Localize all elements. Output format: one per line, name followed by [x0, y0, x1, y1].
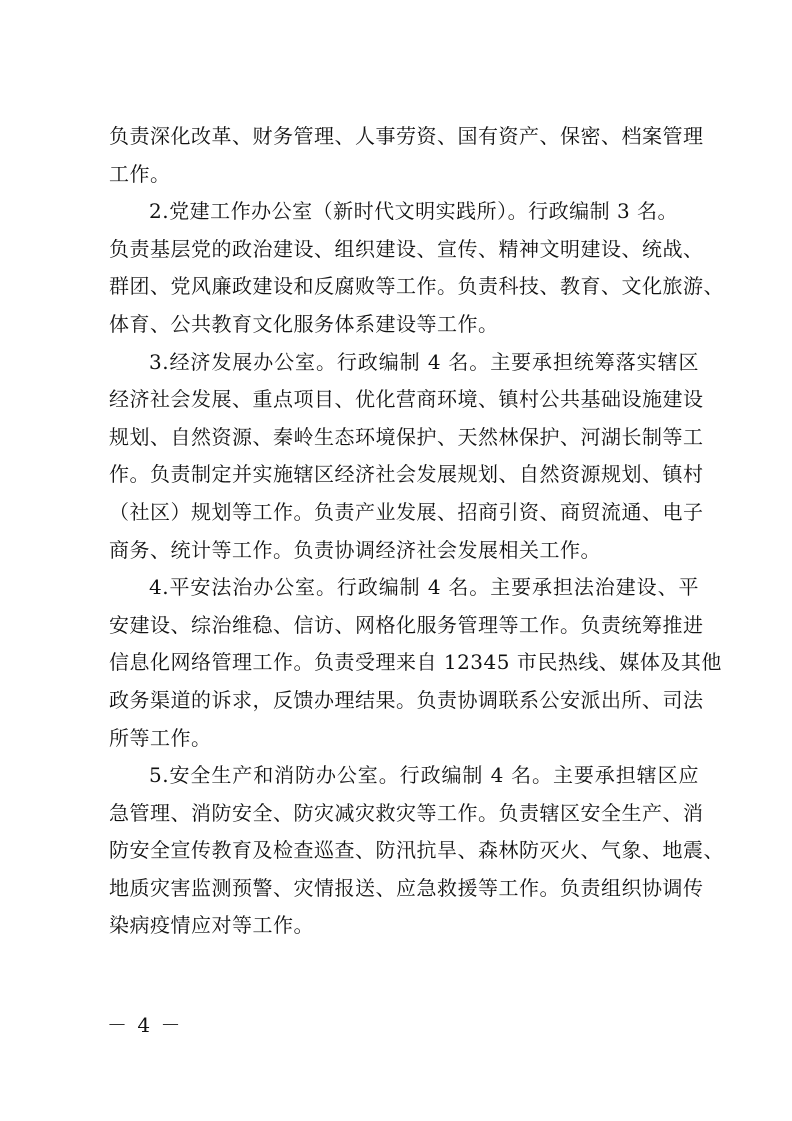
text-line: 工作。	[109, 161, 171, 186]
section-heading-safety-law-office: 4.平安法治办公室。行政编制 4 名。主要承担法治建设、平	[149, 575, 699, 600]
text-line: 经济社会发展、重点项目、优化营商环境、镇村公共基础设施建设	[109, 387, 704, 412]
page-number: － 4 －	[107, 1013, 183, 1037]
text-line: 染病疫情应对等工作。	[109, 913, 314, 938]
text-line: 体育、公共教育文化服务体系建设等工作。	[109, 311, 499, 336]
text-line: 负责基层党的政治建设、组织建设、宣传、精神文明建设、统战、	[109, 236, 704, 261]
text-line: （社区）规划等工作。负责产业发展、招商引资、商贸流通、电子	[109, 499, 704, 524]
section-heading-economic-development-office: 3.经济发展办公室。行政编制 4 名。主要承担统筹落实辖区	[149, 349, 699, 374]
section-heading-party-building-office: 2.党建工作办公室（新时代文明实践所）。行政编制 3 名。	[149, 199, 679, 224]
text-line: 作。负责制定并实施辖区经济社会发展规划、自然资源规划、镇村	[109, 462, 704, 487]
text-line: 群团、党风廉政建设和反腐败等工作。负责科技、教育、文化旅游、	[109, 274, 724, 299]
text-line: 商务、统计等工作。负责协调经济社会发展相关工作。	[109, 537, 601, 562]
text-line: 负责深化改革、财务管理、人事劳资、国有资产、保密、档案管理	[109, 124, 704, 148]
text-line: 政务渠道的诉求，反馈办理结果。负责协调联系公安派出所、司法	[109, 687, 704, 712]
text-line: 所等工作。	[109, 725, 212, 750]
text-line: 地质灾害监测预警、灾情报送、应急救援等工作。负责组织协调传	[109, 875, 704, 900]
text-line: 安建设、综治维稳、信访、网格化服务管理等工作。负责统筹推进	[109, 612, 704, 637]
text-line: 规划、自然资源、秦岭生态环境保护、天然林保护、河湖长制等工	[109, 424, 704, 449]
section-heading-production-safety-fire-office: 5.安全生产和消防办公室。行政编制 4 名。主要承担辖区应	[149, 763, 699, 788]
document-body	[109, 118, 724, 945]
text-line: 防安全宣传教育及检查巡查、防汛抗旱、森林防灭火、气象、地震、	[109, 838, 724, 863]
text-line: 急管理、消防安全、防灾减灾救灾等工作。负责辖区安全生产、消	[109, 800, 704, 825]
text-line: 信息化网络管理工作。负责受理来自 12345 市民热线、媒体及其他	[109, 650, 722, 675]
